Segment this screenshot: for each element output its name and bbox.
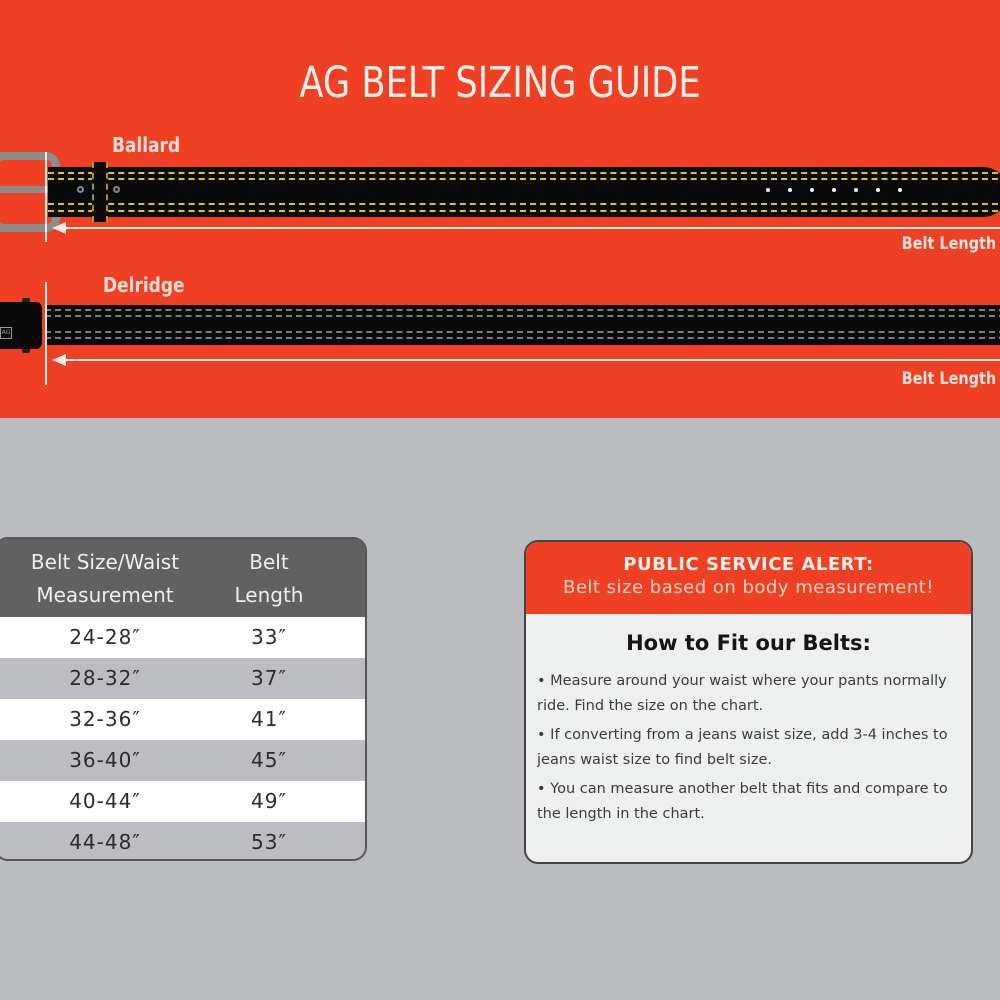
- belt-hole-icon: [876, 188, 880, 192]
- column-header-waist: Belt Size/Waist Measurement: [30, 550, 180, 607]
- belt-hole-icon: [832, 188, 836, 192]
- table-row: [0, 617, 365, 658]
- belt-keeper: [92, 162, 108, 222]
- page-title: AG BELT SIZING GUIDE: [299, 58, 701, 108]
- alert-subtitle: Belt size based on body measurement!: [562, 577, 935, 598]
- waist-cell: 32-36″: [69, 707, 141, 731]
- belt-name-ballard: Ballard: [112, 133, 181, 157]
- length-cell: 41″: [251, 707, 287, 731]
- waist-cell: 44-48″: [69, 830, 141, 854]
- belt-length-arrow-line: [60, 359, 1000, 361]
- alert-header: [526, 542, 971, 614]
- fit-tip: • If converting from a jeans waist size, add 3-4 inches to jeans waist size to find belt size.: [537, 727, 948, 768]
- column-header-length: Belt Length: [234, 550, 304, 607]
- table-row: [0, 822, 365, 861]
- size-chart-table: [0, 537, 367, 861]
- belt-hole-icon: [766, 188, 770, 192]
- plate-buckle-icon: AG: [0, 302, 42, 349]
- fit-tip: • Measure around your waist where your pants normally ride. Find the size on the chart.: [537, 673, 947, 714]
- belt-hole-icon: [854, 188, 858, 192]
- belt-length-label-delridge: Belt Length: [901, 369, 996, 389]
- fit-tip: • You can measure another belt that fits and compare to the length in the chart.: [537, 781, 948, 822]
- fit-tips-list: [537, 669, 969, 827]
- belt-length-label-ballard: Belt Length: [901, 234, 996, 254]
- length-cell: 49″: [251, 789, 287, 813]
- waist-cell: 28-32″: [69, 666, 141, 690]
- table-header: [0, 539, 365, 617]
- belt-length-arrow-line: [60, 227, 1000, 229]
- belt-hole-icon: [810, 188, 814, 192]
- table-row: [0, 781, 365, 822]
- howto-heading: How to Fit our Belts:: [626, 631, 871, 655]
- belt-hole-icon: [788, 188, 792, 192]
- belt-name-delridge: Delridge: [103, 273, 185, 297]
- waist-cell: 40-44″: [69, 789, 141, 813]
- belt-hole-icon: [898, 188, 902, 192]
- grommet-icon: [77, 186, 84, 193]
- arrow-left-icon: [52, 354, 66, 366]
- waist-cell: 36-40″: [69, 748, 141, 772]
- table-row: [0, 740, 365, 781]
- waist-cell: 24-28″: [69, 625, 141, 649]
- table-row: [0, 699, 365, 740]
- length-cell: 53″: [251, 830, 287, 854]
- hero-banner: [0, 0, 1000, 418]
- alert-title: PUBLIC SERVICE ALERT:: [623, 554, 874, 575]
- table-row: [0, 658, 365, 699]
- arrow-left-icon: [52, 222, 66, 234]
- length-cell: 33″: [251, 625, 287, 649]
- length-cell: 37″: [251, 666, 287, 690]
- grommet-icon: [113, 186, 120, 193]
- measure-start-line: [45, 152, 47, 242]
- measure-start-line: [45, 282, 47, 385]
- public-service-alert-box: [524, 540, 973, 864]
- length-cell: 45″: [251, 748, 287, 772]
